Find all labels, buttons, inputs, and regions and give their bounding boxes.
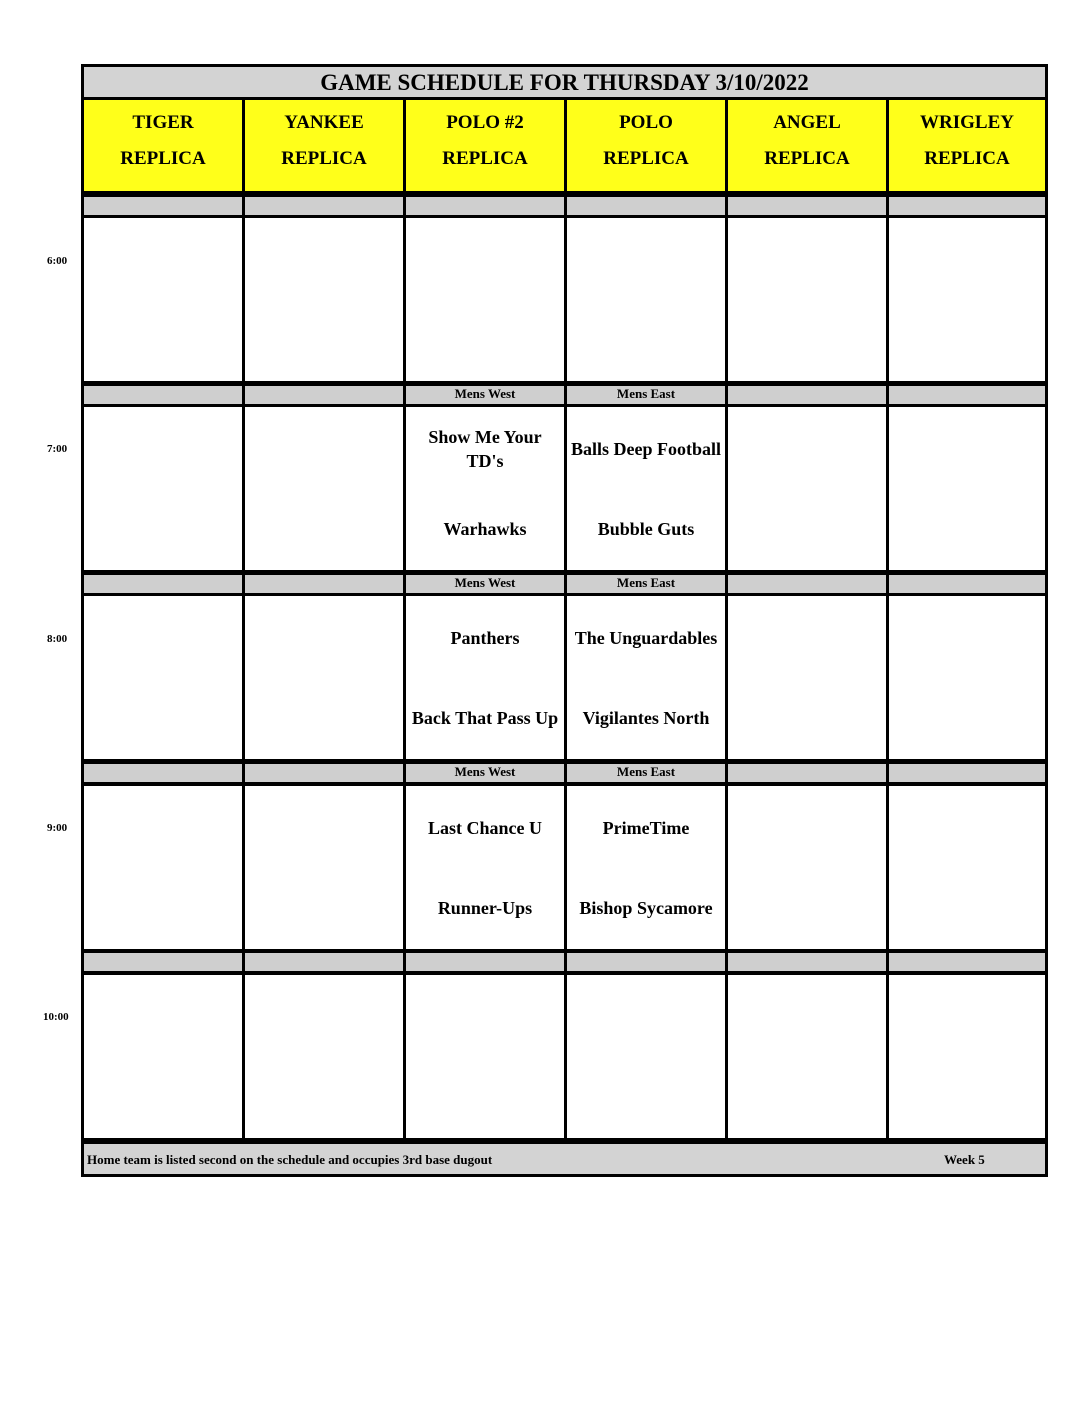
away-team: Last Chance U (427, 818, 542, 838)
time-label: 8:00 (47, 633, 68, 645)
division-label: Mens West (403, 572, 567, 596)
game-slot (564, 404, 728, 573)
field-name: ANGEL (773, 112, 841, 133)
game-slot (564, 972, 728, 1141)
field-type: REPLICA (924, 148, 1010, 169)
game-slot (886, 972, 1048, 1141)
schedule-sheet (81, 64, 1048, 1177)
field-header-polo (564, 97, 728, 194)
field-header-yankee (242, 97, 406, 194)
game-slot (564, 783, 728, 952)
footer-bar (81, 1141, 1048, 1177)
field-name: WRIGLEY (920, 112, 1014, 133)
time-label: 6:00 (47, 255, 68, 267)
field-header-angel (725, 97, 889, 194)
game-slot (725, 215, 889, 384)
division-label (725, 950, 889, 974)
game-slot (725, 404, 889, 573)
game-slot (725, 783, 889, 952)
division-label (81, 761, 245, 785)
division-label: Mens East (564, 572, 728, 596)
division-label (242, 761, 406, 785)
game-slot (242, 593, 406, 762)
game-slot (564, 593, 728, 762)
home-team: Vigilantes North (582, 708, 710, 728)
game-slot (242, 972, 406, 1141)
field-type: REPLICA (603, 148, 689, 169)
home-team: Warhawks (443, 519, 527, 539)
game-slot (725, 972, 889, 1141)
division-label (725, 761, 889, 785)
game-slot (886, 783, 1048, 952)
home-team: Bubble Guts (597, 519, 695, 539)
page-title: GAME SCHEDULE FOR THURSDAY 3/10/2022 (81, 64, 1048, 100)
division-label (81, 950, 245, 974)
division-label (564, 950, 728, 974)
game-slot (242, 215, 406, 384)
game-slot (403, 593, 567, 762)
division-label: Mens West (403, 383, 567, 407)
game-slot (81, 404, 245, 573)
away-team: Show Me Your TD's (428, 427, 542, 471)
game-slot (403, 404, 567, 573)
division-label: Mens East (564, 383, 728, 407)
home-team-note: Home team is listed second on the schedule and occupies 3rd base dugout (87, 1152, 493, 1167)
game-slot (886, 215, 1048, 384)
field-header-tiger (81, 97, 245, 194)
game-slot (403, 972, 567, 1141)
time-label: 9:00 (47, 822, 68, 834)
time-label: 10:00 (43, 1011, 69, 1023)
game-slot (886, 593, 1048, 762)
game-slot (886, 404, 1048, 573)
game-slot (81, 215, 245, 384)
game-slot (403, 783, 567, 952)
home-team: Back That Pass Up (411, 708, 559, 728)
division-label (403, 950, 567, 974)
division-label (242, 950, 406, 974)
field-type: REPLICA (281, 148, 367, 169)
away-team: The Unguardables (574, 628, 718, 648)
game-slot (242, 404, 406, 573)
game-slot (81, 593, 245, 762)
game-slot (242, 783, 406, 952)
division-label: Mens East (564, 761, 728, 785)
field-name: YANKEE (284, 112, 364, 133)
game-slot (81, 972, 245, 1141)
home-team: Bishop Sycamore (579, 898, 713, 918)
division-label: Mens West (403, 761, 567, 785)
home-team: Runner-Ups (437, 898, 533, 918)
game-slot (725, 593, 889, 762)
division-label (886, 950, 1048, 974)
game-slot (81, 783, 245, 952)
field-header-wrigley (886, 97, 1048, 194)
week-label: Week 5 (944, 1152, 985, 1167)
away-team: PrimeTime (602, 818, 690, 838)
field-name: POLO (619, 112, 673, 133)
field-name: POLO #2 (446, 112, 524, 133)
away-team: Balls Deep Football (570, 439, 721, 459)
time-label: 7:00 (47, 443, 68, 455)
field-header-polo-2 (403, 97, 567, 194)
game-slot (403, 215, 567, 384)
division-label (886, 761, 1048, 785)
field-name: TIGER (132, 112, 194, 133)
field-type: REPLICA (442, 148, 528, 169)
game-slot (564, 215, 728, 384)
away-team: Panthers (450, 628, 520, 648)
field-type: REPLICA (120, 148, 206, 169)
field-type: REPLICA (764, 148, 850, 169)
